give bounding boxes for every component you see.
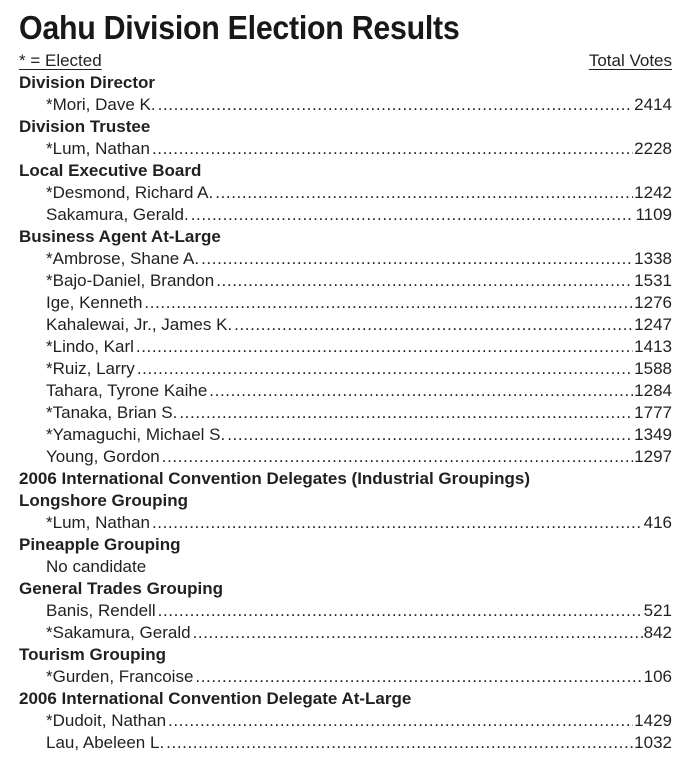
candidate-row bbox=[0, 622, 690, 644]
candidate-row bbox=[0, 380, 690, 402]
candidate-name: Ige, Kenneth bbox=[46, 293, 143, 312]
candidate-row bbox=[0, 270, 690, 292]
vote-count: 1242 bbox=[634, 183, 672, 202]
candidate-name: *Dudoit, Nathan bbox=[46, 711, 167, 730]
candidate-name: *Ambrose, Shane A. bbox=[46, 249, 200, 268]
candidate-row bbox=[0, 138, 690, 160]
vote-count: 1777 bbox=[634, 403, 672, 422]
dot-leader bbox=[144, 292, 633, 314]
dot-leader bbox=[137, 358, 633, 380]
candidate-name: *Lindo, Karl bbox=[46, 337, 134, 356]
dot-leader bbox=[209, 380, 633, 402]
candidate-name: *Sakamura, Gerald bbox=[46, 623, 191, 642]
dot-leader bbox=[195, 666, 642, 688]
dot-leader bbox=[166, 732, 633, 754]
vote-count: 1109 bbox=[635, 205, 672, 224]
dot-leader bbox=[234, 314, 633, 336]
vote-count: 106 bbox=[643, 667, 672, 686]
section-header: 2006 International Convention Delegate At-Large bbox=[19, 689, 412, 708]
candidate-row bbox=[0, 204, 690, 226]
dot-leader bbox=[227, 424, 633, 446]
candidate-name: *Bajo-Daniel, Brandon bbox=[46, 271, 215, 290]
section-header: Division Director bbox=[19, 73, 156, 92]
section-header: Division Trustee bbox=[19, 117, 151, 136]
page-title: Oahu Division Election Results bbox=[19, 9, 460, 46]
candidate-name: *Lum, Nathan bbox=[46, 139, 150, 158]
candidate-row bbox=[0, 402, 690, 424]
dot-leader bbox=[193, 622, 643, 644]
candidate-name: *Yamaguchi, Michael S. bbox=[46, 425, 226, 444]
candidate-name: *Lum, Nathan bbox=[46, 513, 150, 532]
vote-count: 1588 bbox=[634, 359, 672, 378]
candidate-row bbox=[0, 666, 690, 688]
dot-leader bbox=[136, 336, 633, 358]
candidate-name: *Mori, Dave K. bbox=[46, 95, 156, 114]
dot-leader bbox=[168, 710, 633, 732]
candidate-name: *Ruiz, Larry bbox=[46, 359, 135, 378]
vote-count: 1531 bbox=[634, 271, 672, 290]
candidate-row bbox=[0, 94, 690, 116]
vote-count: 521 bbox=[643, 601, 672, 620]
candidate-row bbox=[0, 292, 690, 314]
dot-leader bbox=[191, 204, 635, 226]
candidate-name: Young, Gordon bbox=[46, 447, 160, 466]
candidate-name: Tahara, Tyrone Kaihe bbox=[46, 381, 208, 400]
vote-count: 2414 bbox=[634, 95, 672, 114]
dot-leader bbox=[152, 512, 643, 534]
candidate-row bbox=[0, 512, 690, 534]
candidate-row bbox=[0, 710, 690, 732]
section-header: 2006 International Convention Delegates (Industrial Groupings) bbox=[19, 469, 531, 488]
total-votes-header: Total Votes bbox=[588, 51, 672, 70]
dot-leader bbox=[152, 138, 633, 160]
candidate-row bbox=[0, 336, 690, 358]
results-list bbox=[0, 50, 690, 754]
section-header: Pineapple Grouping bbox=[19, 535, 181, 554]
vote-count: 1349 bbox=[634, 425, 672, 444]
dot-leader bbox=[162, 446, 633, 468]
vote-count: 1032 bbox=[634, 733, 672, 752]
vote-count: 842 bbox=[643, 623, 672, 642]
section-header: General Trades Grouping bbox=[19, 579, 224, 598]
section-header: Longshore Grouping bbox=[19, 491, 189, 510]
candidate-name: *Desmond, Richard A. bbox=[46, 183, 214, 202]
vote-count: 1297 bbox=[634, 447, 672, 466]
section-header: Business Agent At-Large bbox=[19, 227, 221, 246]
candidate-row bbox=[0, 358, 690, 380]
dot-leader bbox=[215, 182, 633, 204]
dot-leader bbox=[216, 270, 633, 292]
dot-leader bbox=[179, 402, 633, 424]
legend-row bbox=[0, 50, 690, 72]
vote-count: 1276 bbox=[634, 293, 672, 312]
candidate-name: Lau, Abeleen L. bbox=[46, 733, 165, 752]
candidate-row bbox=[0, 424, 690, 446]
vote-count: 1247 bbox=[634, 315, 672, 334]
dot-leader bbox=[201, 248, 633, 270]
candidate-name: Banis, Rendell bbox=[46, 601, 156, 620]
candidate-row bbox=[0, 182, 690, 204]
vote-count: 1413 bbox=[634, 337, 672, 356]
no-candidate-note: No candidate bbox=[46, 557, 147, 576]
candidate-name: *Gurden, Francoise bbox=[46, 667, 194, 686]
vote-count: 1338 bbox=[634, 249, 672, 268]
vote-count: 1429 bbox=[634, 711, 672, 730]
candidate-row bbox=[0, 314, 690, 336]
vote-count: 416 bbox=[643, 513, 672, 532]
candidate-row bbox=[0, 248, 690, 270]
candidate-name: Kahalewai, Jr., James K. bbox=[46, 315, 233, 334]
candidate-name: *Tanaka, Brian S. bbox=[46, 403, 178, 422]
candidate-row bbox=[0, 732, 690, 754]
vote-count: 1284 bbox=[634, 381, 672, 400]
candidate-row bbox=[0, 600, 690, 622]
vote-count: 2228 bbox=[634, 139, 672, 158]
section-header: Tourism Grouping bbox=[19, 645, 167, 664]
dot-leader bbox=[158, 600, 643, 622]
candidate-name: Sakamura, Gerald. bbox=[46, 205, 189, 224]
dot-leader bbox=[158, 94, 634, 116]
elected-legend: * = Elected bbox=[19, 51, 102, 70]
candidate-row bbox=[0, 446, 690, 468]
section-header: Local Executive Board bbox=[19, 161, 202, 180]
